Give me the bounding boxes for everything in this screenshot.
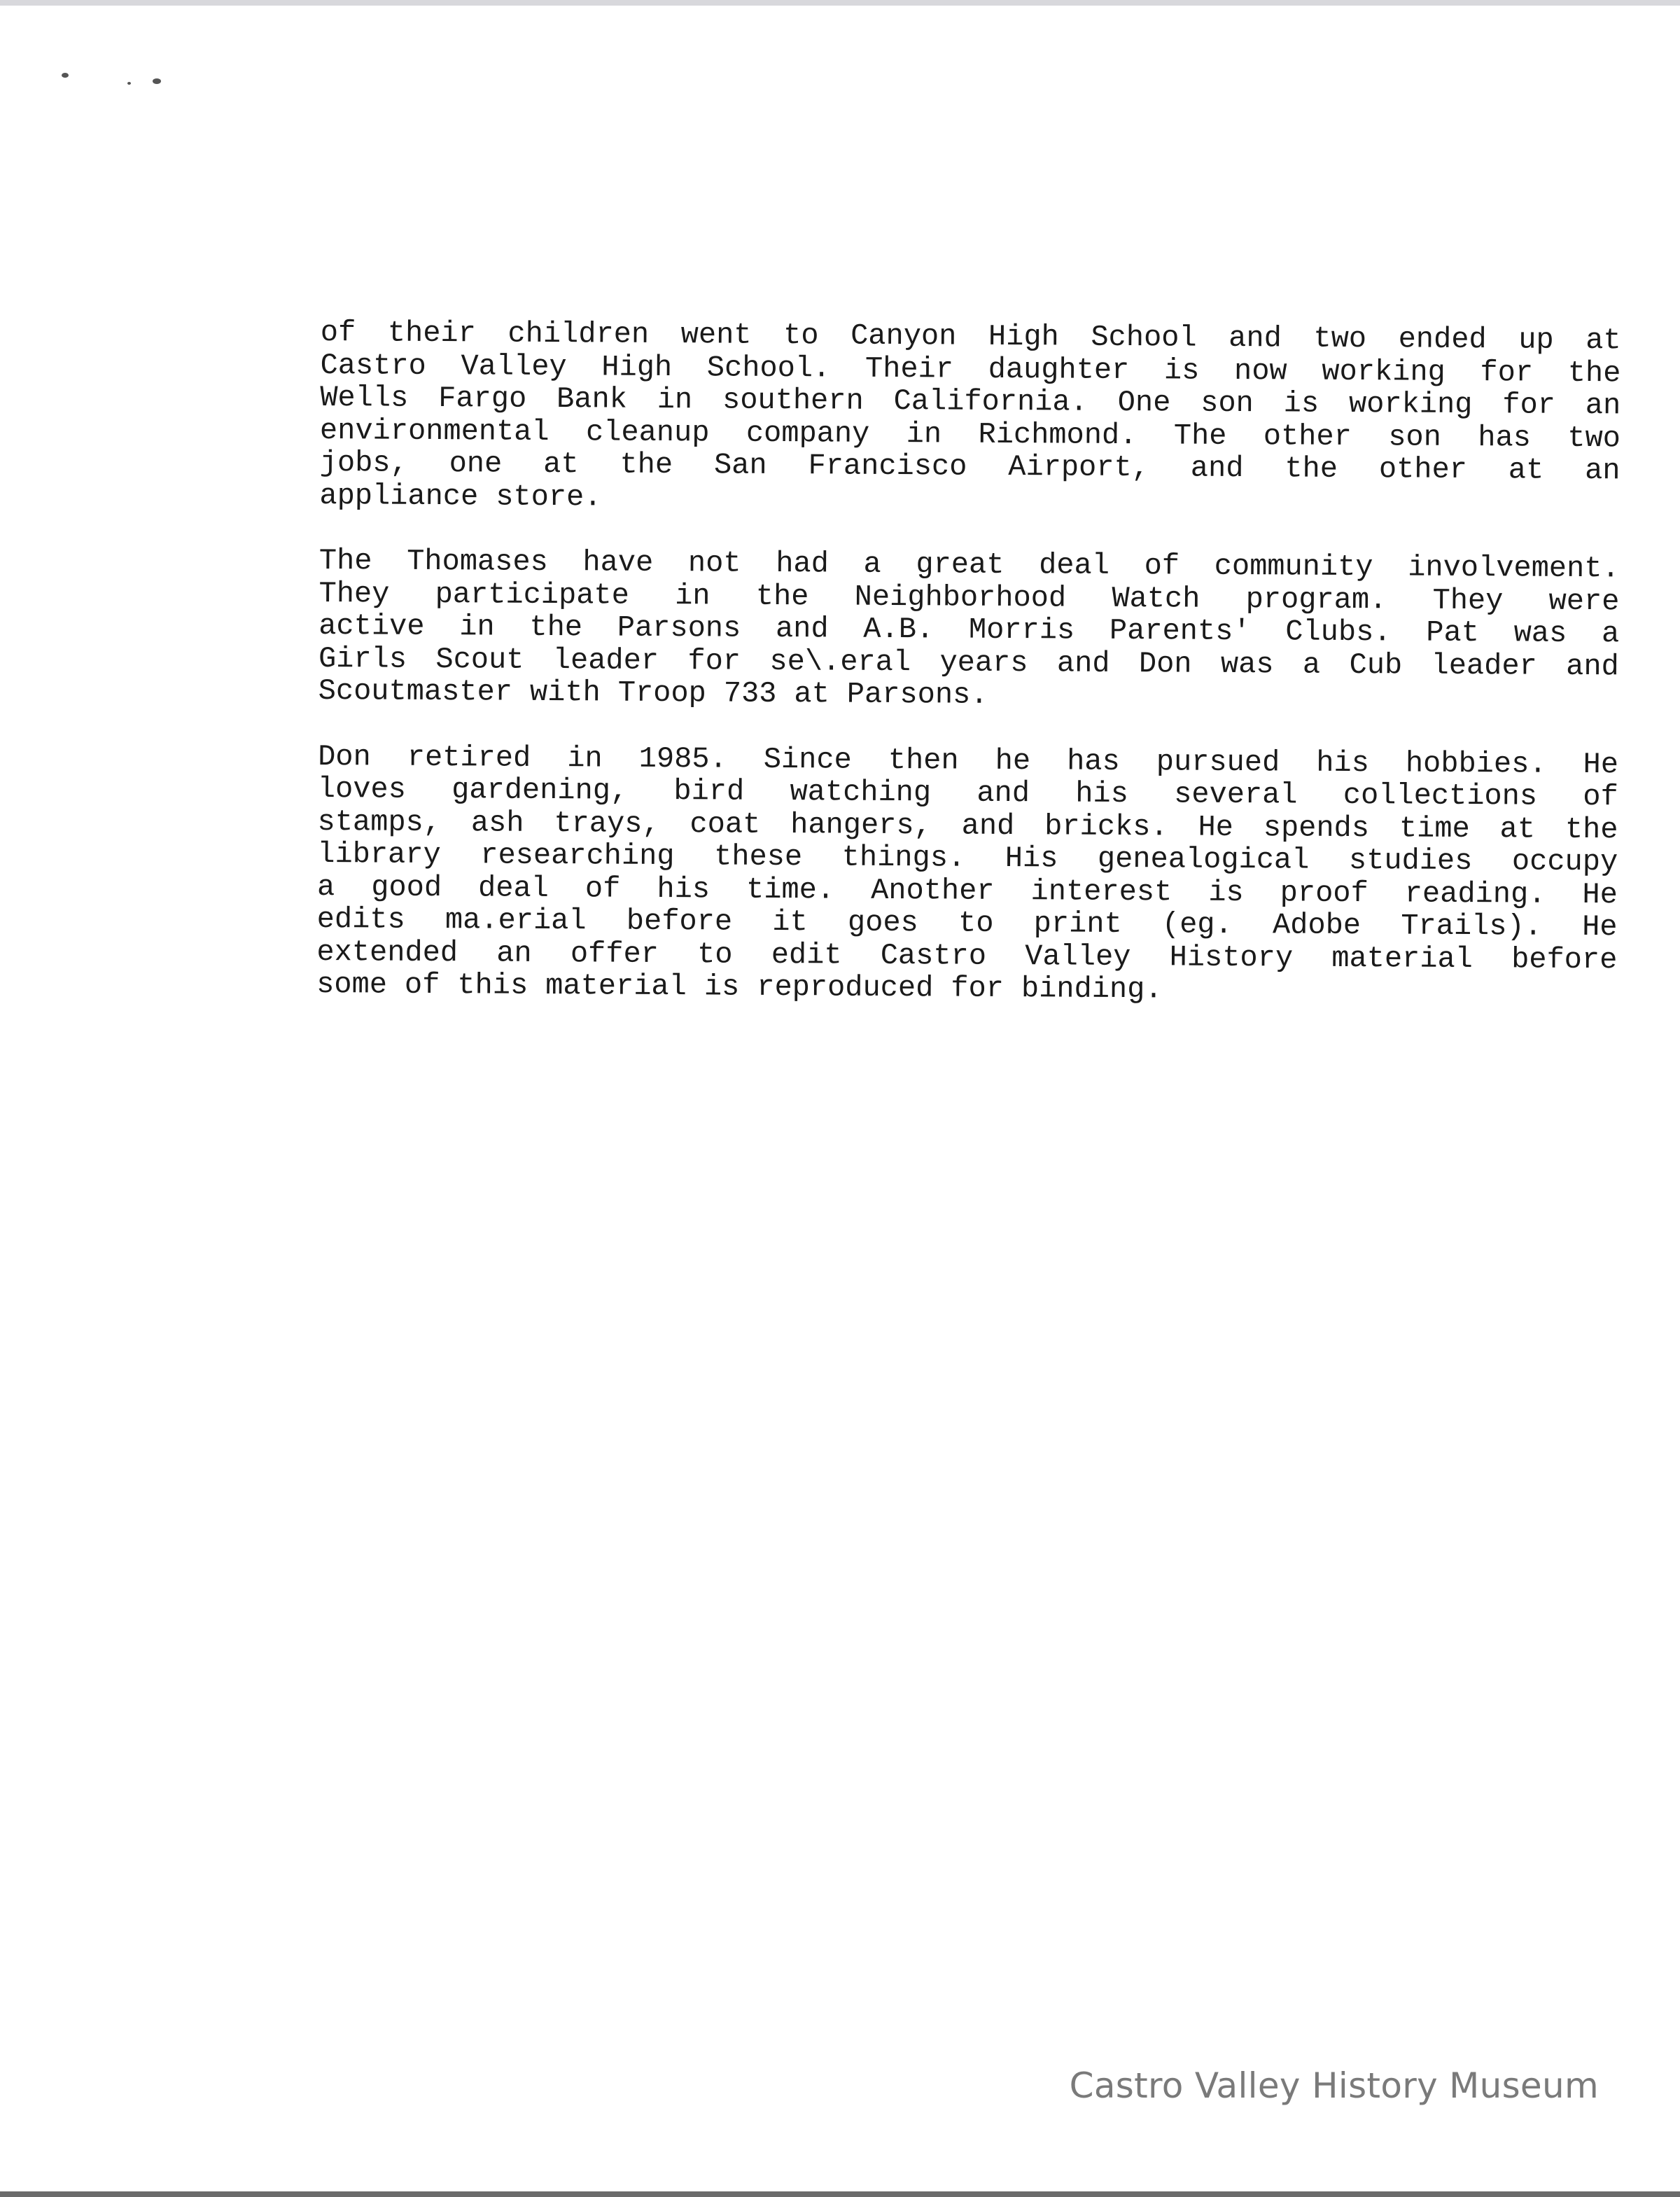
text-line: extended an offer to edit Castro Valley History material before <box>316 935 1618 977</box>
text-line: They participate in the Neighborhood Watch program. They were <box>318 576 1620 618</box>
text-line: a good deal of his time. Another interest is proof reading. He <box>316 870 1618 912</box>
text-line: loves gardening, bird watching and his several collections of <box>317 772 1618 814</box>
text-line: jobs, one at the San Francisco Airport, and the other at an <box>319 445 1620 488</box>
scan-bottom-edge <box>0 2191 1680 2197</box>
text-line: Don retired in 1985. Since then he has pursued his hobbies. He <box>318 739 1619 781</box>
paragraph <box>316 740 1618 1008</box>
text-line: Girls Scout leader for se\.eral years and Don was a Cub leader and <box>318 641 1619 683</box>
text-line: some of this material is reproduced for binding. <box>316 967 1163 1007</box>
museum-watermark: Castro Valley History Museum <box>1069 2065 1599 2106</box>
text-line: Castro Valley High School. Their daughter is now working for the <box>320 348 1621 390</box>
typewritten-body <box>316 316 1621 1042</box>
text-line: active in the Parsons and A.B. Morris Parents' Clubs. Pat was a <box>318 608 1620 651</box>
paragraph <box>319 316 1621 519</box>
scan-speck <box>127 82 131 85</box>
text-line: of their children went to Canyon High School and two ended up at <box>320 316 1621 358</box>
text-line: Wells Fargo Bank in southern California. One son is working for an <box>320 380 1621 423</box>
text-line: environmental cleanup company in Richmond. The other son has two <box>319 413 1621 455</box>
text-line: edits ma.erial before it goes to print (eg. Adobe Trails). He <box>316 902 1618 944</box>
scan-speck <box>153 78 161 84</box>
text-line: stamps, ash trays, coat hangers, and bricks. He spends time at the <box>317 804 1618 846</box>
text-line: The Thomases have not had a great deal of community involvement. <box>318 543 1620 586</box>
scan-speck <box>62 73 69 78</box>
text-line: Scoutmaster with Troop 733 at Parsons. <box>318 674 988 712</box>
paragraph <box>318 545 1620 716</box>
text-line: appliance store. <box>319 478 602 514</box>
text-line: library researching these things. His genealogical studies occupy <box>317 837 1618 879</box>
scan-top-edge <box>0 0 1680 6</box>
